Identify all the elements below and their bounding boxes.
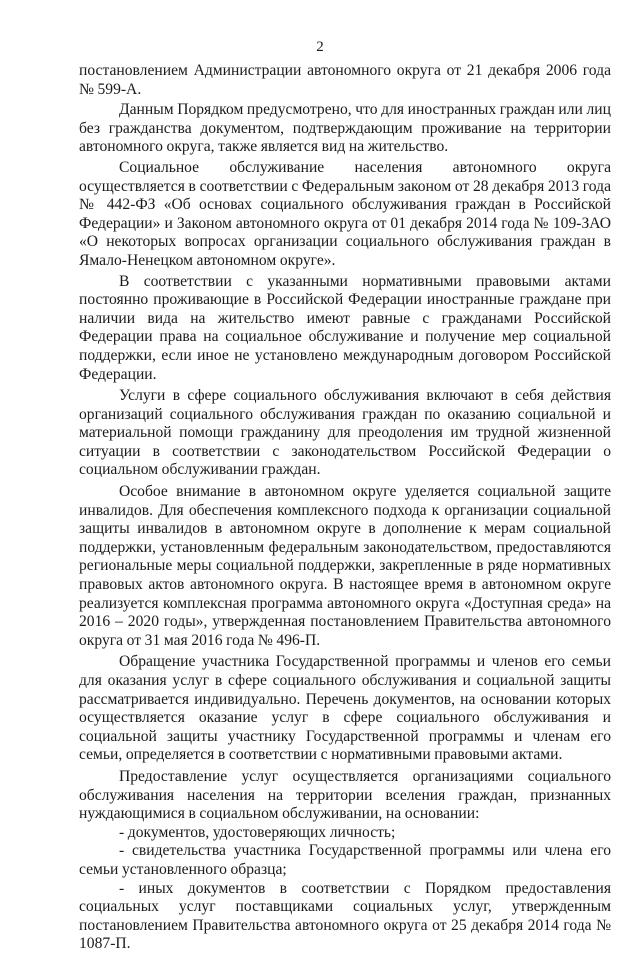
paragraph: Социальное обслуживание населения автономного округа осуществляется в соответствии с Федеральным законом от 28 декабря 2013 года № 442-ФЗ «Об основах социального обслуживания граждан в Российской Федерации» и Законом автономного округа от 01 декабря 2014 года № 109-ЗАО «О некоторых вопросах организации социального обслуживания граждан в Ямало-Ненецком автономном округе». xyxy=(79,158,611,269)
page-number: 2 xyxy=(316,39,324,55)
paragraph: Данным Порядком предусмотрено, что для иностранных граждан или лиц без гражданства документом, подтверждающим проживание на территории автономного округа, также является вид на жительство. xyxy=(79,101,611,156)
paragraph: В соответствии с указанными нормативными правовыми актами постоянно проживающие в Российской Федерации иностранные граждане при наличии вида на жительство имеют равные с гражданами Российской Федерации права на социальное обслуживание и получение мер социальной поддержки, если иное не установлено международным договором Российской Федерации. xyxy=(79,272,611,383)
paragraph: Предоставление услуг осуществляется организациями социального обслуживания населения на территории вселения граждан, признанных нуждающимися в социальном обслуживании, на основании: xyxy=(79,767,611,823)
document-body xyxy=(79,62,611,954)
list-item: - свидетельства участника Государственной программы или члена его семьи установленного образца; xyxy=(79,842,611,878)
list-item: - иных документов в соответствии с Порядком предоставления социальных услуг поставщиками социальных услуг, утвержденным постановлением Правительства автономного округа от 25 декабря 2014 года № 1087-П. xyxy=(79,879,611,953)
paragraph: Особое внимание в автономном округе уделяется социальной защите инвалидов. Для обеспечения комплексного подхода к организации социальной защиты инвалидов в автономном округе в дополнение к мерам социальной поддержки, установленным федеральным законодательством, предоставляются региональные меры социальной поддержки, закрепленные в ряде нормативных правовых актов автономного округа. В настоящее время в автономном округе реализуется комплексная программа автономного округа «Доступная среда» на 2016 – 2020 годы», утвержденная постановлением Правительства автономного округа от 31 мая 2016 года № 496-П. xyxy=(79,483,611,649)
paragraph: Услуги в сфере социального обслуживания включают в себя действия организаций социального обслуживания граждан по оказанию социальной и материальной помощи гражданину для преодоления им трудной жизненной ситуации в соответствии с законодательством Российской Федерации о социальном обслуживании граждан. xyxy=(79,387,611,479)
list-item: - документов, удостоверяющих личность; xyxy=(119,823,396,841)
paragraph: постановлением Администрации автономного округа от 21 декабря 2006 года № 599-А. xyxy=(79,62,611,98)
paragraph: Обращение участника Государственной программы и членов его семьи для оказания услуг в сфере социального обслуживания и социальной защиты рассматривается индивидуально. Перечень документов, на основании которых осуществляется оказание услуг в сфере социального обслуживания и социальной защиты участнику Государственной программы и членам его семьи, определяется в соответствии с нормативными правовыми актами. xyxy=(79,653,611,764)
